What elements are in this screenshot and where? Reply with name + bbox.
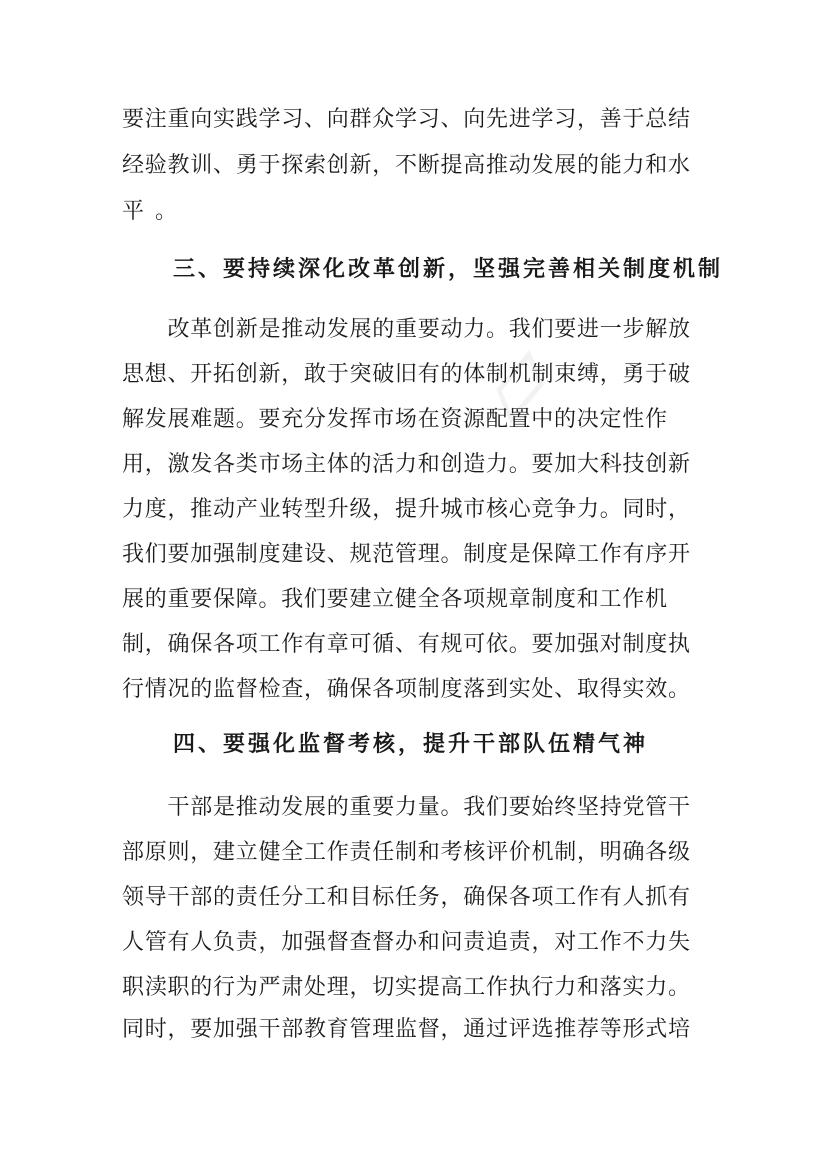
text-line: 用，激发各类市场主体的活力和创造力。要加大科技创新 [122, 452, 690, 477]
text-line: 人管有人负责，加强督查督办和问责追责，对工作不力失 [122, 930, 690, 955]
text-line: 改革创新是推动发展的重要动力。我们要进一步解放 [122, 317, 690, 342]
text-line: 职渎职的行为严肃处理，切实提高工作执行力和落实力。 [122, 975, 690, 1000]
text-line: 领导干部的责任分工和目标任务，确保各项工作有人抓有 [122, 885, 690, 910]
text-line: 力度，推动产业转型升级，提升城市核心竞争力。同时， [122, 497, 690, 522]
text-line: 要注重向实践学习、向群众学习、向先进学习，善于总结 [122, 107, 690, 132]
text-line: 平。 [122, 199, 189, 224]
text-line: 制，确保各项工作有章可循、有规可依。要加强对制度执 [122, 632, 690, 657]
watermark: ▱ [452, 322, 578, 443]
text-line: 同时，要加强干部教育管理监督，通过评选推荐等形式培 [122, 1017, 690, 1042]
text-line: 经验教训、勇于探索创新，不断提高推动发展的能力和水 [122, 153, 690, 178]
section-heading-4: 四、要强化监督考核，提升干部队伍精气神 [173, 732, 649, 757]
text-line: 展的重要保障。我们要建立健全各项规章制度和工作机 [122, 587, 667, 612]
section-heading-3: 三、要持续深化改革创新，坚强完善相关制度机制 [173, 257, 724, 282]
text-line: 部原则，建立健全工作责任制和考核评价机制，明确各级 [122, 840, 690, 865]
text-line: 解发展难题。要充分发挥市场在资源配置中的决定性作 [122, 407, 667, 432]
text-line: 思想、开拓创新，敢于突破旧有的体制机制束缚，勇于破 [122, 362, 690, 387]
text-line: 干部是推动发展的重要力量。我们要始终坚持党管干 [122, 795, 690, 820]
text-line: 行情况的监督检查，确保各项制度落到实处、取得实效。 [122, 677, 690, 702]
text-line: 我们要加强制度建设、规范管理。制度是保障工作有序开 [122, 542, 690, 567]
